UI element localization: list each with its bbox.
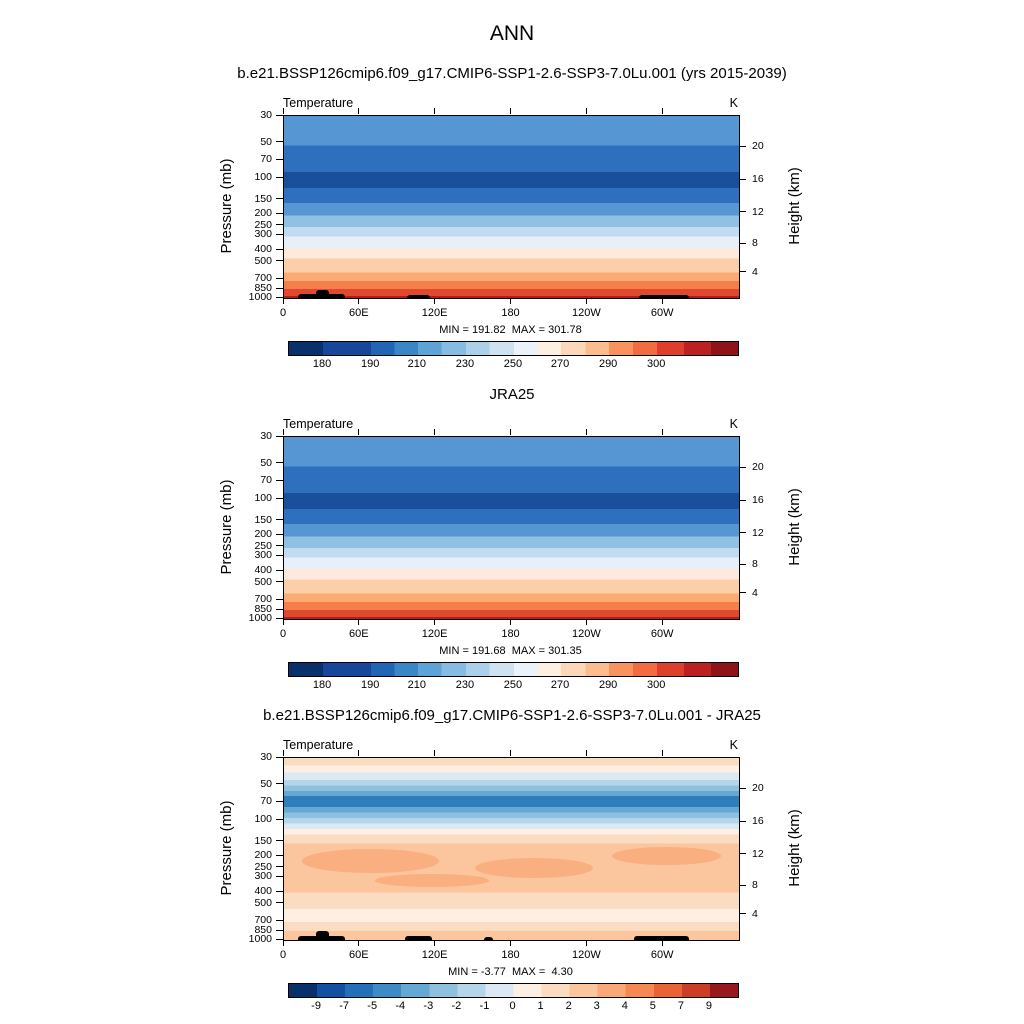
axis-tick bbox=[510, 750, 511, 756]
axis-tick bbox=[739, 271, 746, 272]
axis-tick bbox=[434, 298, 435, 304]
pressure-tick-labels bbox=[188, 430, 272, 624]
axis-tick bbox=[276, 159, 283, 160]
panel-title: b.e21.BSSP126cmip6.f09_g17.CMIP6-SSP1-2.6-SSP3-7.0Lu.001 (yrs 2015-2039) bbox=[237, 65, 787, 82]
tick-label: 250 bbox=[254, 860, 272, 873]
contour-plot bbox=[283, 436, 740, 620]
axis-tick bbox=[283, 108, 284, 114]
colorbar-label: 2 bbox=[565, 1000, 572, 1012]
axis-tick bbox=[739, 885, 746, 886]
tick-label: 500 bbox=[254, 896, 272, 909]
colorbar-label: 190 bbox=[360, 358, 380, 370]
height-axis-title: Height (km) bbox=[786, 809, 803, 887]
axis-tick bbox=[276, 783, 283, 784]
tick-label: 30 bbox=[260, 430, 272, 442]
axis-tick bbox=[283, 298, 284, 304]
colorbar-label: 4 bbox=[621, 1000, 628, 1012]
contour-patch bbox=[612, 847, 721, 865]
axis-tick bbox=[283, 619, 284, 625]
tick-label: 8 bbox=[752, 558, 758, 571]
axis-tick bbox=[739, 532, 746, 533]
min-max-stats: MIN = -3.77 MAX = 4.30 bbox=[448, 966, 573, 978]
axis-tick bbox=[276, 545, 283, 546]
axis-tick bbox=[739, 211, 746, 212]
colorbar-label: 5 bbox=[649, 1000, 656, 1012]
axis-tick bbox=[586, 940, 587, 946]
axis-tick bbox=[276, 498, 283, 499]
tick-label: 4 bbox=[752, 265, 758, 278]
axis-tick bbox=[739, 821, 746, 822]
panel-jra25 bbox=[0, 374, 1024, 696]
axis-tick bbox=[434, 619, 435, 625]
axis-tick bbox=[276, 930, 283, 931]
tick-label: 60E bbox=[349, 949, 369, 961]
axis-tick bbox=[739, 243, 746, 244]
axis-tick bbox=[276, 891, 283, 892]
min-max-stats: MIN = 191.68 MAX = 301.35 bbox=[439, 645, 582, 657]
colorbar-label: -2 bbox=[451, 1000, 462, 1012]
colorbar-label: 290 bbox=[598, 679, 618, 691]
tick-label: 70 bbox=[260, 153, 272, 166]
colorbar-label: 1 bbox=[537, 1000, 544, 1012]
axis-tick bbox=[276, 757, 283, 758]
tick-label: 120E bbox=[421, 628, 448, 640]
longitude-tick-labels bbox=[279, 307, 738, 321]
tick-label: 16 bbox=[752, 173, 764, 186]
tick-label: 50 bbox=[260, 135, 272, 148]
tick-label: 400 bbox=[254, 885, 272, 898]
axis-tick bbox=[283, 940, 284, 946]
longitude-ticks-top bbox=[283, 108, 738, 114]
pressure-tick-labels bbox=[188, 751, 272, 945]
tick-label: 700 bbox=[254, 914, 272, 927]
tick-label: 400 bbox=[254, 564, 272, 577]
tick-label: 60E bbox=[349, 628, 369, 640]
pressure-axis-title: Pressure (mb) bbox=[218, 800, 235, 896]
axis-tick bbox=[662, 429, 663, 435]
axis-tick bbox=[586, 298, 587, 304]
tick-label: 850 bbox=[254, 282, 272, 295]
colorbar-label: 250 bbox=[503, 679, 523, 691]
axis-tick bbox=[276, 570, 283, 571]
axis-tick bbox=[358, 619, 359, 625]
tick-label: 250 bbox=[254, 218, 272, 231]
longitude-tick-labels bbox=[279, 949, 738, 963]
axis-tick bbox=[358, 298, 359, 304]
contour-patch bbox=[302, 849, 439, 873]
pressure-tick-layer bbox=[276, 757, 283, 939]
axis-tick bbox=[662, 750, 663, 756]
tick-label: 150 bbox=[254, 192, 272, 205]
longitude-ticks-bottom bbox=[283, 619, 738, 625]
tick-label: 4 bbox=[752, 586, 758, 599]
contour-plot bbox=[283, 757, 740, 941]
colorbar-label: 7 bbox=[677, 1000, 684, 1012]
tick-label: 120W bbox=[571, 307, 601, 319]
height-axis-title: Height (km) bbox=[786, 488, 803, 566]
axis-tick bbox=[276, 902, 283, 903]
tick-label: 120E bbox=[421, 307, 448, 319]
units-label: K bbox=[729, 738, 738, 752]
colorbar-label: -5 bbox=[367, 1000, 378, 1012]
axis-tick bbox=[276, 198, 283, 199]
units-label: K bbox=[729, 417, 738, 431]
tick-label: 8 bbox=[752, 237, 758, 250]
axis-tick bbox=[434, 940, 435, 946]
tick-label: 180 bbox=[501, 307, 520, 319]
tick-label: 500 bbox=[254, 254, 272, 267]
axis-tick bbox=[276, 876, 283, 877]
pressure-axis-title: Pressure (mb) bbox=[218, 479, 235, 575]
tick-label: 20 bbox=[752, 461, 764, 474]
axis-tick bbox=[276, 115, 283, 116]
colorbar-tick-labels bbox=[288, 1000, 737, 1014]
tick-label: 16 bbox=[752, 815, 764, 828]
tick-label: 150 bbox=[254, 513, 272, 526]
contour-fill bbox=[284, 437, 739, 619]
colorbar-tick-labels bbox=[288, 679, 737, 693]
axis-tick bbox=[276, 141, 283, 142]
tick-label: 20 bbox=[752, 782, 764, 795]
tick-label: 0 bbox=[279, 307, 287, 319]
tick-label: 300 bbox=[254, 549, 272, 562]
axis-tick bbox=[510, 940, 511, 946]
contour-patch bbox=[475, 858, 593, 878]
height-tick-labels bbox=[752, 115, 812, 297]
pressure-tick-labels bbox=[188, 109, 272, 303]
tick-label: 200 bbox=[254, 849, 272, 862]
colorbar-label: 270 bbox=[550, 358, 570, 370]
height-tick-layer bbox=[739, 757, 746, 939]
tick-label: 200 bbox=[254, 207, 272, 220]
axis-tick bbox=[276, 480, 283, 481]
tick-label: 60W bbox=[650, 949, 674, 961]
tick-label: 1000 bbox=[248, 612, 272, 624]
tick-label: 16 bbox=[752, 494, 764, 507]
panel-title: b.e21.BSSP126cmip6.f09_g17.CMIP6-SSP1-2.6-SSP3-7.0Lu.001 - JRA25 bbox=[263, 707, 761, 724]
axis-tick bbox=[276, 819, 283, 820]
contour-patch bbox=[375, 874, 489, 887]
tick-label: 0 bbox=[279, 949, 287, 961]
colorbar bbox=[288, 341, 739, 356]
panel-title: JRA25 bbox=[489, 386, 535, 403]
pressure-tick-layer bbox=[276, 115, 283, 297]
tick-label: 70 bbox=[260, 795, 272, 808]
tick-label: 300 bbox=[254, 228, 272, 241]
colorbar-label: 300 bbox=[646, 679, 666, 691]
axis-tick bbox=[276, 224, 283, 225]
axis-tick bbox=[662, 619, 663, 625]
tick-label: 60W bbox=[650, 628, 674, 640]
axis-tick bbox=[739, 913, 746, 914]
tick-label: 850 bbox=[254, 924, 272, 937]
tick-label: 700 bbox=[254, 272, 272, 285]
tick-label: 60W bbox=[650, 307, 674, 319]
axis-tick bbox=[739, 788, 746, 789]
colorbar-label: 180 bbox=[312, 358, 332, 370]
tick-label: 20 bbox=[752, 140, 764, 153]
topography-mark bbox=[316, 931, 330, 940]
axis-tick bbox=[276, 855, 283, 856]
tick-label: 120E bbox=[421, 949, 448, 961]
height-tick-labels bbox=[752, 757, 812, 939]
colorbar-label: 3 bbox=[593, 1000, 600, 1012]
longitude-tick-labels bbox=[279, 628, 738, 642]
axis-tick bbox=[739, 146, 746, 147]
height-tick-labels bbox=[752, 436, 812, 618]
tick-label: 30 bbox=[260, 109, 272, 121]
axis-tick bbox=[586, 429, 587, 435]
axis-tick bbox=[434, 750, 435, 756]
axis-tick bbox=[662, 298, 663, 304]
colorbar-label: 210 bbox=[407, 358, 427, 370]
tick-label: 1000 bbox=[248, 291, 272, 303]
tick-label: 12 bbox=[752, 205, 764, 218]
axis-tick bbox=[276, 801, 283, 802]
tick-label: 100 bbox=[254, 813, 272, 826]
tick-label: 8 bbox=[752, 879, 758, 892]
panel-model bbox=[0, 53, 1024, 375]
axis-tick bbox=[358, 750, 359, 756]
tick-label: 250 bbox=[254, 539, 272, 552]
axis-tick bbox=[276, 278, 283, 279]
tick-label: 180 bbox=[501, 949, 520, 961]
tick-label: 50 bbox=[260, 456, 272, 469]
page-title: ANN bbox=[489, 22, 535, 45]
colorbar-label: 180 bbox=[312, 679, 332, 691]
tick-label: 50 bbox=[260, 777, 272, 790]
axis-tick bbox=[586, 619, 587, 625]
tick-label: 12 bbox=[752, 847, 764, 860]
axis-tick bbox=[276, 249, 283, 250]
field-label: Temperature bbox=[283, 738, 354, 752]
axis-tick bbox=[276, 599, 283, 600]
tick-label: 400 bbox=[254, 243, 272, 256]
height-axis-title: Height (km) bbox=[786, 167, 803, 245]
axis-tick bbox=[276, 555, 283, 556]
axis-tick bbox=[276, 519, 283, 520]
axis-tick bbox=[358, 940, 359, 946]
colorbar-label: 270 bbox=[550, 679, 570, 691]
axis-tick bbox=[276, 213, 283, 214]
axis-tick bbox=[276, 288, 283, 289]
longitude-ticks-top bbox=[283, 429, 738, 435]
contour-plot bbox=[283, 115, 740, 299]
colorbar-label: -1 bbox=[479, 1000, 490, 1012]
axis-tick bbox=[276, 462, 283, 463]
tick-label: 12 bbox=[752, 526, 764, 539]
colorbar-label: 250 bbox=[503, 358, 523, 370]
colorbar-tick-labels bbox=[288, 358, 737, 372]
axis-tick bbox=[434, 429, 435, 435]
axis-tick bbox=[586, 108, 587, 114]
colorbar-label: 290 bbox=[598, 358, 618, 370]
panel-difference bbox=[0, 695, 1024, 1017]
tick-label: 500 bbox=[254, 575, 272, 588]
min-max-stats: MIN = 191.82 MAX = 301.78 bbox=[439, 324, 582, 336]
longitude-ticks-bottom bbox=[283, 298, 738, 304]
colorbar-label: -9 bbox=[311, 1000, 321, 1012]
axis-tick bbox=[739, 853, 746, 854]
axis-tick bbox=[739, 467, 746, 468]
colorbar bbox=[288, 662, 739, 677]
tick-label: 0 bbox=[279, 628, 287, 640]
field-label: Temperature bbox=[283, 417, 354, 431]
axis-tick bbox=[276, 609, 283, 610]
axis-tick bbox=[276, 581, 283, 582]
axis-tick bbox=[434, 108, 435, 114]
axis-tick bbox=[283, 750, 284, 756]
tick-label: 150 bbox=[254, 834, 272, 847]
axis-tick bbox=[276, 840, 283, 841]
colorbar-label: 0 bbox=[509, 1000, 516, 1012]
axis-tick bbox=[276, 534, 283, 535]
units-label: K bbox=[729, 96, 738, 110]
axis-tick bbox=[510, 108, 511, 114]
colorbar-label: 230 bbox=[455, 358, 475, 370]
longitude-ticks-bottom bbox=[283, 940, 738, 946]
longitude-ticks-top bbox=[283, 750, 738, 756]
axis-tick bbox=[662, 940, 663, 946]
colorbar-label: 190 bbox=[360, 679, 380, 691]
tick-label: 180 bbox=[501, 628, 520, 640]
tick-label: 700 bbox=[254, 593, 272, 606]
tick-label: 100 bbox=[254, 171, 272, 184]
colorbar-label: 230 bbox=[455, 679, 475, 691]
colorbar-label: -7 bbox=[339, 1000, 350, 1012]
axis-tick bbox=[276, 920, 283, 921]
colorbar-label: -4 bbox=[395, 1000, 406, 1012]
colorbar-label: 210 bbox=[407, 679, 427, 691]
colorbar bbox=[288, 983, 739, 998]
colorbar-label: 9 bbox=[705, 1000, 712, 1012]
axis-tick bbox=[739, 592, 746, 593]
tick-label: 120W bbox=[571, 628, 601, 640]
axis-tick bbox=[739, 564, 746, 565]
tick-label: 1000 bbox=[248, 933, 272, 945]
axis-tick bbox=[276, 436, 283, 437]
axis-tick bbox=[276, 260, 283, 261]
tick-label: 60E bbox=[349, 307, 369, 319]
topography-mark bbox=[316, 290, 330, 298]
contour-fill bbox=[284, 758, 739, 940]
axis-tick bbox=[739, 500, 746, 501]
axis-tick bbox=[276, 177, 283, 178]
tick-label: 30 bbox=[260, 751, 272, 763]
tick-label: 120W bbox=[571, 949, 601, 961]
tick-label: 850 bbox=[254, 603, 272, 616]
tick-label: 200 bbox=[254, 528, 272, 541]
axis-tick bbox=[510, 298, 511, 304]
pressure-axis-title: Pressure (mb) bbox=[218, 158, 235, 254]
colorbar-label: -3 bbox=[423, 1000, 434, 1012]
axis-tick bbox=[662, 108, 663, 114]
height-tick-layer bbox=[739, 115, 746, 297]
axis-tick bbox=[283, 429, 284, 435]
height-tick-layer bbox=[739, 436, 746, 618]
contour-fill bbox=[284, 116, 739, 298]
axis-tick bbox=[358, 108, 359, 114]
axis-tick bbox=[276, 866, 283, 867]
axis-tick bbox=[739, 179, 746, 180]
axis-tick bbox=[586, 750, 587, 756]
axis-tick bbox=[510, 429, 511, 435]
tick-label: 300 bbox=[254, 870, 272, 883]
axis-tick bbox=[276, 234, 283, 235]
tick-label: 100 bbox=[254, 492, 272, 505]
field-label: Temperature bbox=[283, 96, 354, 110]
tick-label: 4 bbox=[752, 907, 758, 920]
axis-tick bbox=[358, 429, 359, 435]
colorbar-label: 300 bbox=[646, 358, 666, 370]
pressure-tick-layer bbox=[276, 436, 283, 618]
tick-label: 70 bbox=[260, 474, 272, 487]
axis-tick bbox=[510, 619, 511, 625]
